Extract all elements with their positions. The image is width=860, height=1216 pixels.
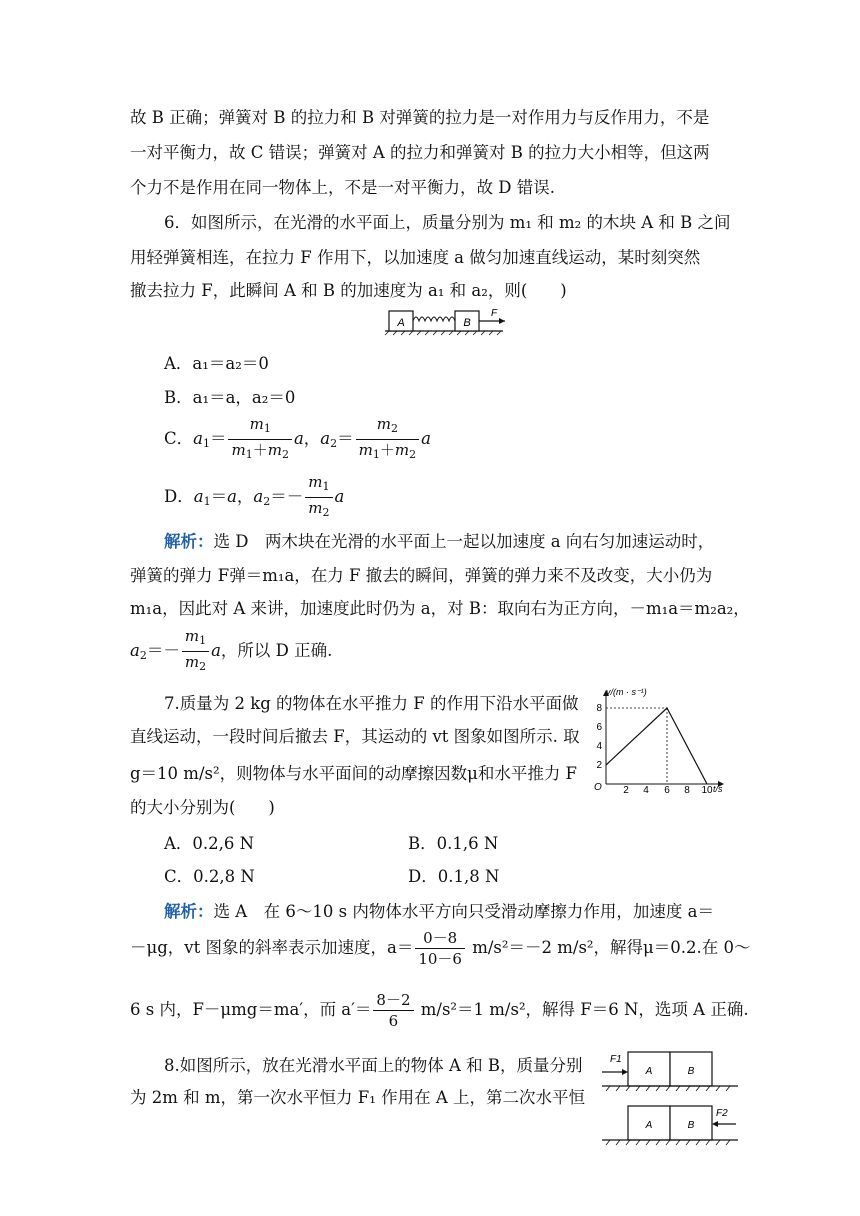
solution-6-line: 弹簧的弹力 F弹＝m₁a，在力 F 撤去的瞬间，弹簧的弹力来不及改变，大小仍为	[130, 566, 713, 585]
question-6-text: 用轻弹簧相连，在拉力 F 作用下，以加速度 a 做匀加速直线运动，某时刻突然	[130, 248, 701, 267]
solution-6-line: m₁a，因此对 A 来讲，加速度此时仍为 a，对 B：取向右为正方向，－m₁a＝m₂a₂，	[130, 599, 750, 618]
solution-7-line: 6 s 内，F－μmg＝ma′，而 a′＝ $\frac{8-2}{6}$ m/s²＝1 m/s²，解得 F＝6 N，选项 A 正确.	[130, 991, 749, 1030]
y-tick: 8	[596, 703, 602, 714]
arrow-icon	[622, 1069, 628, 1075]
vt-line	[606, 708, 707, 784]
svg-text:F2: F2	[716, 1108, 728, 1119]
x-tick: 8	[684, 785, 690, 796]
svg-text:A: A	[397, 317, 405, 329]
option-d: D．$a_1=a$，$a_2=-$ $\frac{m_1}{m_2}$ a	[164, 473, 345, 519]
x-tick: 2	[623, 785, 629, 796]
y-axis-label: v/(m · s⁻¹)	[606, 687, 647, 697]
origin-label: O	[594, 782, 602, 793]
option-d: D．0.1,8 N	[408, 867, 500, 886]
spring-icon	[413, 317, 455, 321]
option-c: C．0.2,8 N	[164, 867, 255, 886]
question-7-text: 直线运动，一段时间后撤去 F，其运动的 vt 图象如图所示. 取	[130, 727, 580, 746]
svg-text:B: B	[463, 317, 471, 329]
two-blocks-figure-2	[600, 1102, 740, 1150]
svg-text:F: F	[491, 308, 498, 319]
option-a: A．a₁＝a₂＝0	[164, 354, 269, 373]
svg-text:B: B	[687, 1066, 695, 1077]
x-tick: 6	[664, 785, 670, 796]
y-tick: 6	[596, 722, 602, 733]
x-tick: 10	[701, 785, 713, 796]
arrow-icon	[499, 318, 505, 324]
text-line: 个力不是作用在同一物体上，不是一对平衡力，故 D 错误.	[130, 178, 555, 197]
question-6-text: 6．如图所示，在光滑的水平面上，质量分别为 m₁ 和 m₂ 的木块 A 和 B 之间	[164, 213, 731, 232]
arrow-icon	[712, 1121, 718, 1127]
y-tick: 2	[596, 760, 602, 771]
svg-text:B: B	[687, 1120, 695, 1131]
question-7-text: g＝10 m/s²，则物体与水平面间的动摩擦因数μ和水平推力 F	[130, 764, 578, 783]
text-line: 故 B 正确；弹簧对 B 的拉力和 B 对弹簧的拉力是一对作用力与反作用力，不是	[130, 108, 710, 127]
y-tick: 4	[596, 741, 602, 752]
question-7-text: 7.质量为 2 kg 的物体在水平推力 F 的作用下沿水平面做	[164, 694, 579, 713]
question-8-text: 为 2m 和 m，第一次水平恒力 F₁ 作用在 A 上，第二次水平恒	[130, 1088, 585, 1107]
question-6-text: 撤去拉力 F，此瞬间 A 和 B 的加速度为 a₁ 和 a₂，则( )	[130, 281, 567, 300]
question-7-text: 的大小分别为( )	[130, 798, 275, 817]
two-blocks-figure-1	[600, 1046, 740, 1094]
solution-6-line: $a_2=-$ $\frac{m_1}{m_2}$ a，所以 D 正确.	[130, 627, 333, 673]
option-a: A．0.2,6 N	[164, 834, 255, 853]
option-b: B．a₁＝a，a₂＝0	[164, 388, 296, 407]
svg-text:F1: F1	[610, 1054, 622, 1065]
vt-graph	[590, 684, 735, 802]
solution-7: 解析：选 A 在 6～10 s 内物体水平方向只受滑动摩擦力作用，加速度 a＝	[164, 902, 714, 921]
solution-6: 解析：选 D 两木块在光滑的水平面上一起以加速度 a 向右匀加速运动时，	[164, 532, 715, 551]
x-tick: 4	[643, 785, 649, 796]
svg-text:A: A	[645, 1120, 653, 1131]
option-c: C．$a_1=$ $\frac{m_1}{m_1+m_2}$ a，$a_2=$ $\frac{m_2}{m_1+m_2}$ a	[164, 415, 431, 461]
solution-7-line: －μg，vt 图象的斜率表示加速度，a＝ $\frac{0-8}{10-6}$ m/s²＝－2 m/s²，解得μ＝0.2.在 0～	[130, 929, 751, 968]
spring-blocks-figure	[383, 304, 513, 336]
question-8-text: 8.如图所示，放在光滑水平面上的物体 A 和 B，质量分别	[164, 1056, 583, 1075]
option-b: B．0.1,6 N	[408, 834, 499, 853]
x-axis-label: t/s	[713, 784, 723, 794]
text-line: 一对平衡力，故 C 错误；弹簧对 A 的拉力和弹簧对 B 的拉力大小相等，但这两	[130, 143, 710, 162]
svg-text:A: A	[645, 1066, 653, 1077]
